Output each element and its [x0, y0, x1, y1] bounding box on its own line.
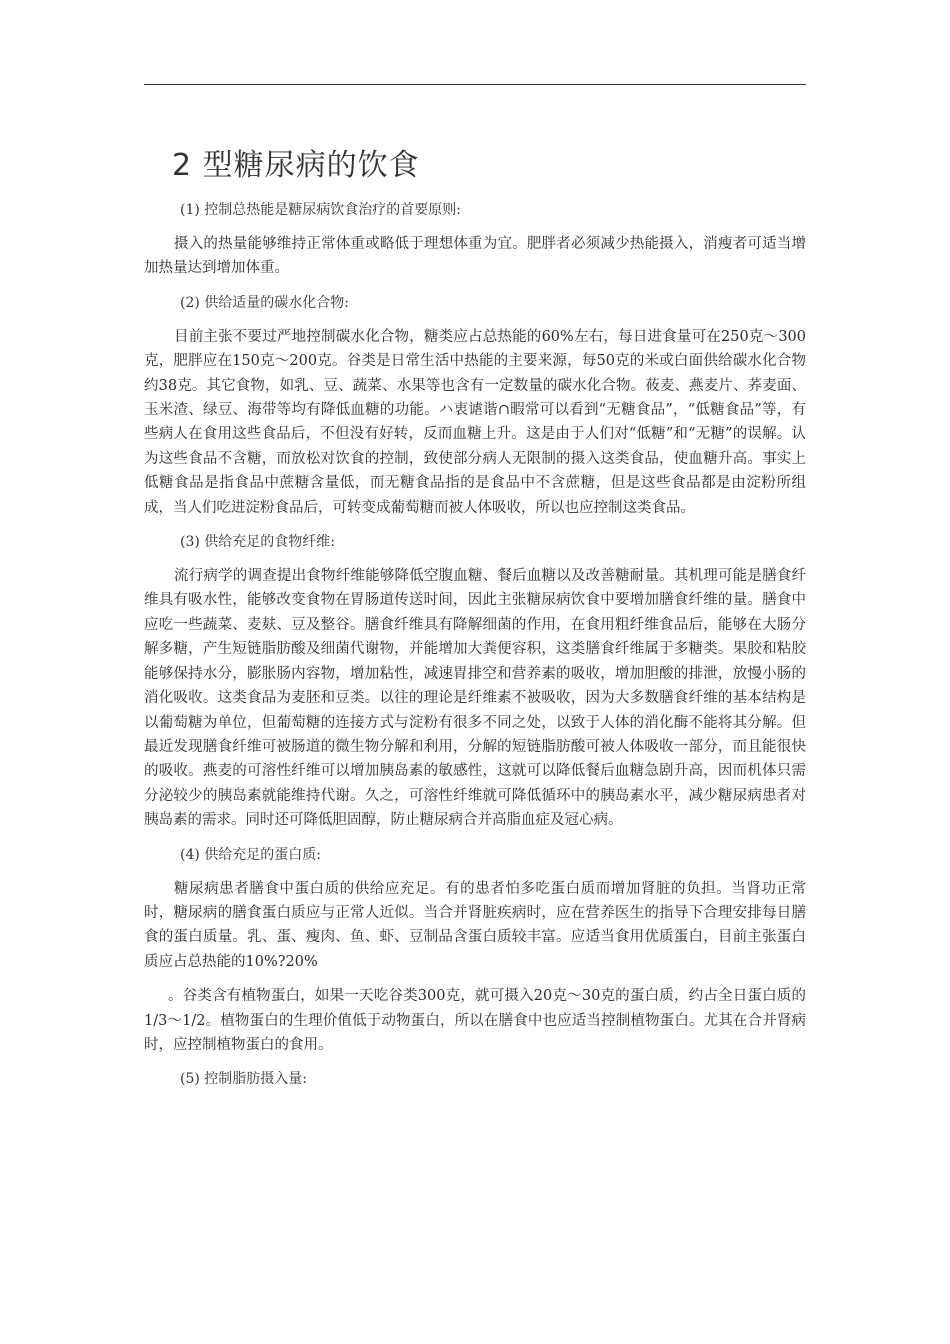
section-heading: (1) 控制总热能是糖尿病饮食治疗的首要原则: [180, 202, 461, 218]
section-paragraph: 。谷类含有植物蛋白，如果一天吃谷类300克，就可摄入20克～30克的蛋白质，约占全日蛋白质的1/3～1/2。植物蛋白的生理价值低于动物蛋白，所以在膳食中也应适当控制植物蛋白。尤其在合并肾病时，应控制植物蛋白的食用。 [144, 988, 806, 1053]
section-3 [144, 530, 806, 832]
section-2 [144, 291, 806, 520]
section-4 [144, 843, 806, 1058]
section-paragraph: 摄入的热量能够维持正常体重或略低于理想体重为宜。肥胖者必须减少热能摄入，消瘦者可适当增加热量达到增加体重。 [144, 236, 806, 277]
section-heading: (2) 供给适量的碳水化合物: [180, 294, 349, 311]
section-paragraph: 流行病学的调查提出食物纤维能够降低空腹血糖、餐后血糖以及改善糖耐量。其机理可能是膳食纤维具有吸水性，能够改变食物在胃肠道传送时间，因此主张糖尿病饮食中要增加膳食纤维的量。膳食中应吃一些蔬菜、麦麸、豆及整谷。膳食纤维具有降解细菌的作用，在食用粗纤维食品后，能够在大肠分解多糖，产生短链脂肪酸及细菌代谢物，并能增加大粪便容积，这类膳食纤维属于多糖类。果胶和粘胶能够保持水分，膨胀肠内容物，增加粘性，减速胃排空和营养素的吸收，增加胆酸的排泄，放慢小肠的消化吸收。这类食品为麦胚和豆类。以往的理论是纤维素不被吸收，因为大多数膳食纤维的基本结构是以葡萄糖为单位，但葡萄糖的连接方式与淀粉有很多不同之处，以致于人体的消化酶不能将其分解。但最近发现膳食纤维可被肠道的微生物分解和利用，分解的短链脂肪酸可被人体吸收一部分，而且能很快的吸收。燕麦的可溶性纤维可以增加胰岛素的敏感性，这就可以降低餐后血糖急剧升高，因而机体只需分泌较少的胰岛素就能维持代谢。久之，可溶性纤维就可降低循环中的胰岛素水平，减少糖尿病患者对胰岛素的需求。同时还可降低胆固醇，防止糖尿病合并高脂血症及冠心病。 [144, 568, 806, 829]
header-rule [144, 84, 806, 85]
section-heading: (5) 控制脂肪摄入量: [180, 1071, 307, 1088]
section-paragraph: 糖尿病患者膳食中蛋白质的供给应充足。有的患者怕多吃蛋白质而增加肾脏的负担。当肾功正常时，糖尿病的膳食蛋白质应与正常人近似。当合并肾脏疾病时，应在营养医生的指导下合理安排每日膳食的蛋白质量。乳、蛋、瘦肉、鱼、虾、豆制品含蛋白质较丰富。应适当食用优质蛋白，目前主张蛋白质应占总热能的10%?20% [144, 880, 806, 970]
section-paragraph: 目前主张不要过严地控制碳水化合物，糖类应占总热能的60%左右，每日进食量可在250克～300克，肥胖应在150克～200克。谷类是日常生活中热能的主要来源，每50克的米或白面供给碳水化合物约38克。其它食物，如乳、豆、蔬菜、水果等也含有一定数量的碳水化合物。莜麦、燕麦片、荞麦面、玉米渣、绿豆、海带等均有降低血糖的功能。ハ衷谑谐∩暇常可以看到“无糖食品”，“低糖食品”等，有些病人在食用这些食品后，不但没有好转，反而血糖上升。这是由于人们对“低糖”和“无糖”的误解。认为这些食品不含糖，而放松对饮食的控制，致使部分病人无限制的摄入这类食品，使血糖升高。事实上低糖食品是指食品中蔗糖含量低，而无糖食品指的是食品中不含蔗糖，但是这些食品都是由淀粉所组成，当人们吃进淀粉食品后，可转变成葡萄糖而被人体吸收，所以也应控制这类食品。 [144, 328, 806, 516]
section-heading: (4) 供给充足的蛋白质: [180, 846, 321, 863]
page-title: 2 型糖尿病的饮食 [172, 148, 420, 183]
section-1 [144, 198, 806, 281]
section-5 [144, 1067, 806, 1091]
document-body [144, 198, 806, 1101]
section-heading: (3) 供给充足的食物纤维: [180, 534, 335, 551]
